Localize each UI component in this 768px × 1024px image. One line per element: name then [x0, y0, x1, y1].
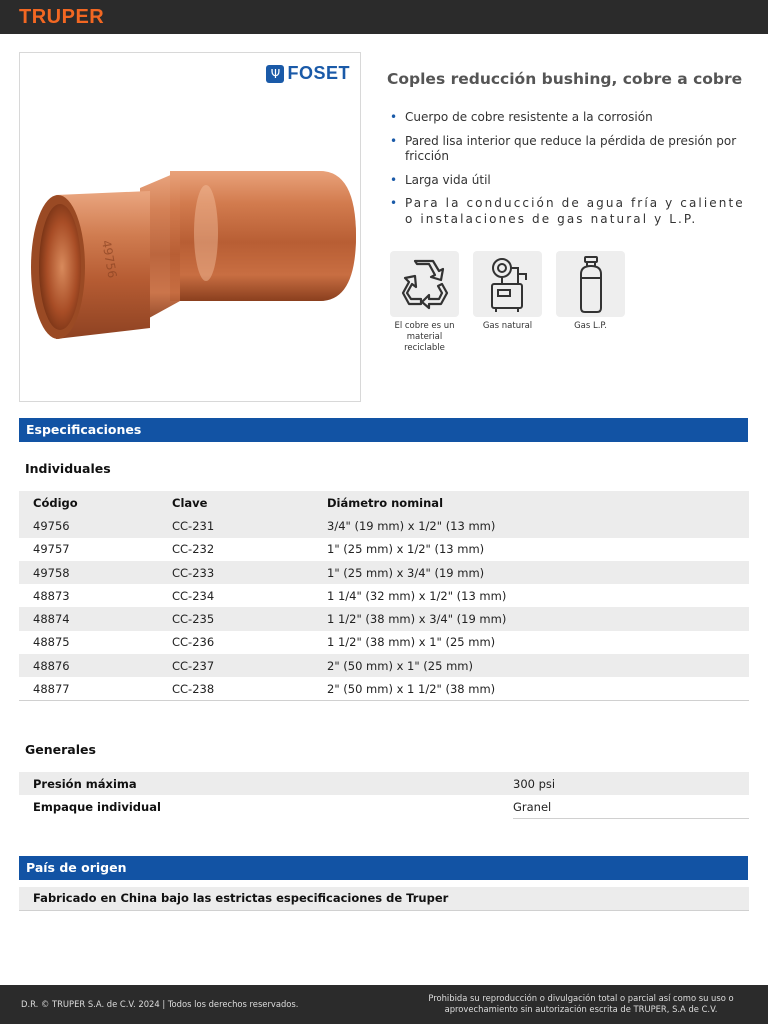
- bullet-icon: •: [390, 133, 398, 148]
- diameter-cell: 1" (25 mm) x 3/4" (19 mm): [327, 565, 485, 580]
- legal-notice: Prohibida su reproducción o divulgación total o parcial así como su uso o aprovechamiento sin autorización escrita de TRUPER, S.A de C.V.: [428, 993, 734, 1014]
- code-cell: 48873: [33, 588, 70, 603]
- individual-specs-table: [19, 491, 749, 701]
- footer: [0, 985, 768, 1024]
- spec-value: 300 psi: [513, 776, 556, 791]
- feature-item: • Larga vida útil: [390, 172, 491, 187]
- specifications-section-header: Especificaciones: [19, 418, 748, 442]
- column-header: Diámetro nominal: [327, 495, 444, 510]
- foset-logo-text: FOSET: [287, 63, 350, 83]
- icon-caption: Gas natural: [482, 321, 533, 331]
- table-row: [19, 677, 749, 700]
- spec-label: Presión máxima: [33, 776, 137, 791]
- column-header: Clave: [172, 495, 208, 510]
- application-icons: [390, 251, 625, 354]
- table-row: [19, 654, 749, 677]
- spec-value: Granel: [513, 795, 749, 818]
- key-cell: CC-231: [172, 518, 215, 533]
- code-cell: 49758: [33, 565, 70, 580]
- product-title: Coples reducción bushing, cobre a cobre: [387, 70, 743, 88]
- code-cell: 48875: [33, 635, 70, 650]
- key-cell: CC-235: [172, 612, 215, 627]
- icon-card-lp-gas: [556, 251, 625, 354]
- code-cell: 48876: [33, 658, 70, 673]
- gas-meter-icon: [480, 254, 536, 314]
- icon-card-natural-gas: [473, 251, 542, 354]
- feature-item: • Para la conducción de agua fría y caliente o instalaciones de gas natural y L.P.: [390, 196, 745, 226]
- diameter-cell: 1 1/2" (38 mm) x 1" (25 mm): [327, 635, 496, 650]
- key-cell: CC-233: [172, 565, 215, 580]
- code-cell: 48877: [19, 677, 172, 700]
- icon-card-recycle: [390, 251, 459, 354]
- individual-subheading: Individuales: [25, 461, 111, 476]
- origin-section-header: País de origen: [19, 856, 748, 880]
- table-row: [19, 607, 749, 630]
- copyright-text: D.R. © TRUPER S.A. de C.V. 2024 | Todos los derechos reservados.: [21, 999, 299, 1009]
- fitting-marking: 49756: [99, 239, 120, 280]
- diameter-cell: 3/4" (19 mm) x 1/2" (13 mm): [327, 518, 496, 533]
- feature-item: • Pared lisa interior que reduce la pérdida de presión por fricción: [390, 133, 737, 163]
- key-cell: CC-237: [172, 658, 215, 673]
- key-cell: CC-236: [172, 635, 215, 650]
- product-image-frame: [19, 52, 361, 402]
- diameter-cell: 2" (50 mm) x 1 1/2" (38 mm): [327, 677, 749, 700]
- diameter-cell: 1 1/4" (32 mm) x 1/2" (13 mm): [327, 588, 507, 603]
- gas-cylinder-icon: [571, 254, 611, 314]
- column-header: Código: [33, 495, 78, 510]
- table-row: [19, 584, 749, 607]
- spec-label: Empaque individual: [33, 799, 161, 814]
- table-row: [19, 561, 749, 584]
- diameter-cell: 1" (25 mm) x 1/2" (13 mm): [327, 542, 485, 557]
- code-cell: 49757: [33, 542, 70, 557]
- feature-item: • Cuerpo de cobre resistente a la corrosión: [390, 110, 653, 124]
- bullet-icon: •: [390, 172, 398, 187]
- key-cell: CC-232: [172, 542, 215, 557]
- general-specs-table: [19, 772, 749, 819]
- truper-logo[interactable]: TRUPER: [19, 6, 105, 28]
- key-cell: CC-234: [172, 588, 215, 603]
- code-cell: 48874: [33, 612, 70, 627]
- table-row: [19, 795, 749, 818]
- foset-logo: [266, 63, 350, 84]
- table-row: [19, 631, 749, 654]
- table-row: [19, 538, 749, 561]
- code-cell: 49756: [33, 518, 70, 533]
- icon-caption: El cobre es un material reciclable: [394, 321, 455, 353]
- recycle-icon: [395, 254, 455, 314]
- key-cell: CC-238: [172, 677, 327, 700]
- bullet-icon: •: [390, 196, 400, 210]
- copper-coupling-image: [20, 133, 361, 402]
- origin-text: Fabricado en China bajo las estrictas especificaciones de Truper: [19, 887, 749, 911]
- table-row: [19, 514, 749, 537]
- diameter-cell: 2" (50 mm) x 1" (25 mm): [327, 658, 473, 673]
- table-row: [19, 772, 749, 795]
- table-header-row: [19, 491, 749, 514]
- top-bar: [0, 0, 768, 34]
- general-subheading: Generales: [25, 742, 96, 757]
- bullet-icon: •: [390, 110, 398, 124]
- foset-mark-icon: Ψ: [266, 65, 284, 83]
- diameter-cell: 1 1/2" (38 mm) x 3/4" (19 mm): [327, 612, 507, 627]
- feature-list: [389, 110, 749, 235]
- icon-caption: Gas L.P.: [574, 321, 607, 331]
